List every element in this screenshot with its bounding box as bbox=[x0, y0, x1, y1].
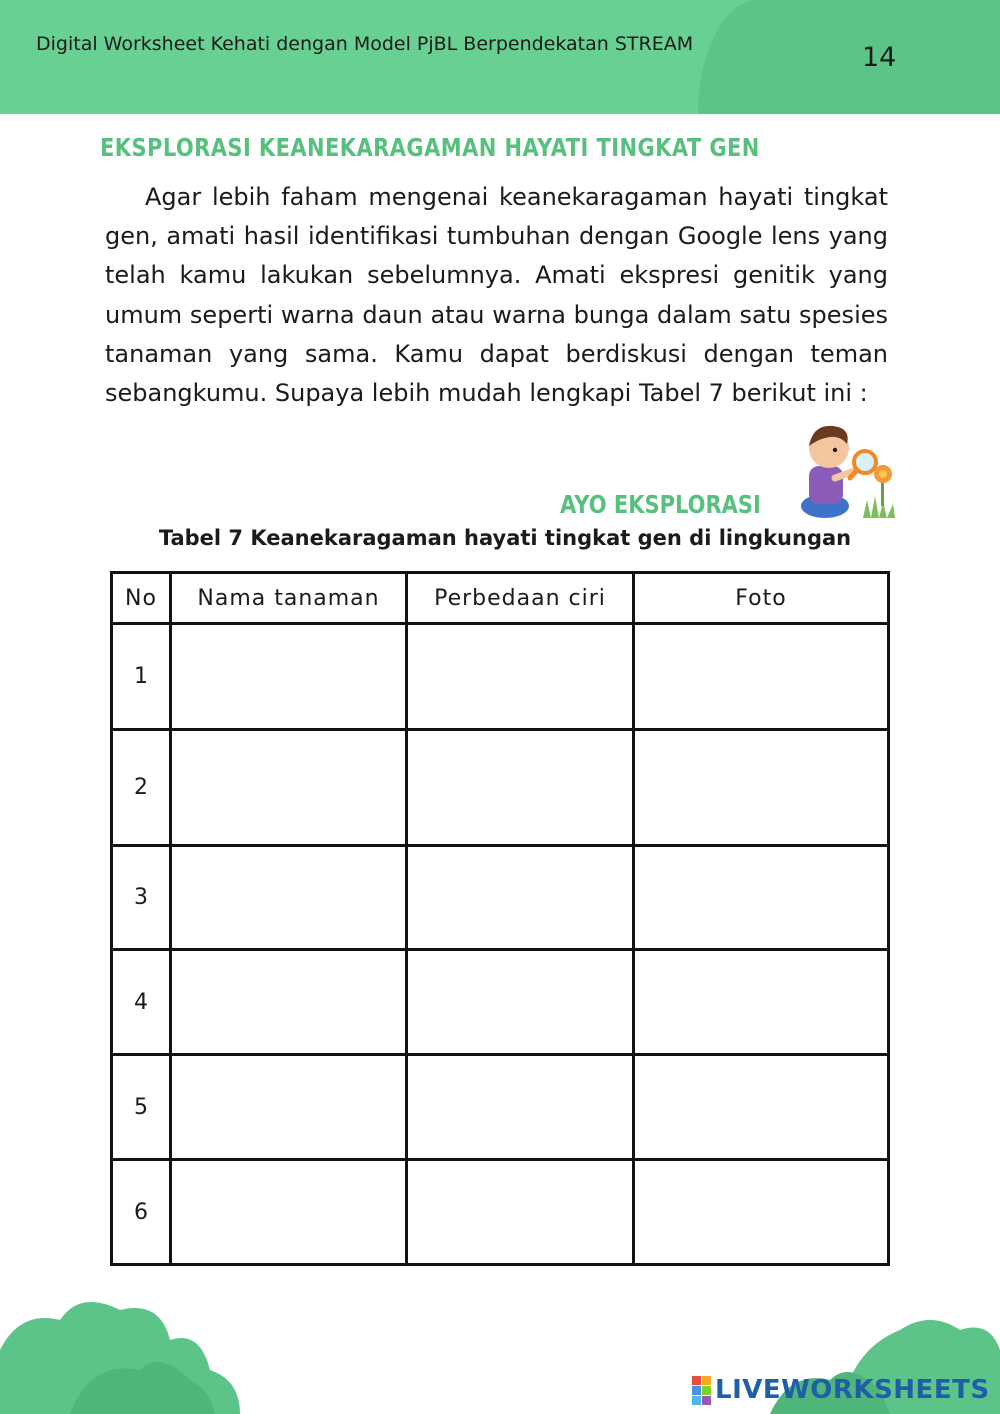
difference-cell[interactable] bbox=[407, 846, 634, 950]
table-row bbox=[112, 1055, 889, 1160]
photo-cell[interactable] bbox=[634, 846, 889, 950]
brand-logo bbox=[692, 1372, 990, 1408]
column-header-foto: Foto bbox=[634, 573, 889, 624]
row-number: 1 bbox=[112, 624, 171, 730]
difference-cell[interactable] bbox=[407, 624, 634, 730]
table-header-row bbox=[112, 573, 889, 624]
worksheet-title: Digital Worksheet Kehati dengan Model PjBL Berpendekatan STREAM bbox=[36, 33, 694, 55]
header-accent-shape bbox=[698, 0, 1000, 114]
row-number: 2 bbox=[112, 730, 171, 846]
difference-cell[interactable] bbox=[407, 730, 634, 846]
column-header-nama-tanaman: Nama tanaman bbox=[171, 573, 407, 624]
plant-name-cell[interactable] bbox=[171, 846, 407, 950]
plant-name-cell[interactable] bbox=[171, 1055, 407, 1160]
brand-logo-icon bbox=[692, 1376, 711, 1405]
table-row bbox=[112, 624, 889, 730]
difference-cell[interactable] bbox=[407, 950, 634, 1055]
row-number: 5 bbox=[112, 1055, 171, 1160]
column-header-perbedaan-ciri: Perbedaan ciri bbox=[407, 573, 634, 624]
explore-label: AYO EKSPLORASI bbox=[560, 490, 761, 519]
plant-name-cell[interactable] bbox=[171, 730, 407, 846]
intro-paragraph: Agar lebih faham mengenai keanekaragaman hayati tingkat gen, amati hasil identifikasi tumbuhan dengan Google lens yang telah kamu lakukan sebelumnya. Amati ekspresi genitik yang umum seperti warna daun atau warna bunga dalam satu spesies tanaman yang sama. Kamu dapat berdiskusi dengan teman sebangkumu. Supaya lebih mudah lengkapi Tabel 7 berikut ini : bbox=[105, 183, 888, 408]
page-header bbox=[0, 0, 1000, 114]
section-title: EKSPLORASI KEANEKARAGAMAN HAYATI TINGKAT GEN bbox=[100, 133, 760, 162]
plant-name-cell[interactable] bbox=[171, 1160, 407, 1265]
table-row bbox=[112, 950, 889, 1055]
photo-cell[interactable] bbox=[634, 1160, 889, 1265]
column-header-no: No bbox=[112, 573, 171, 624]
plant-name-cell[interactable] bbox=[171, 624, 407, 730]
photo-cell[interactable] bbox=[634, 624, 889, 730]
photo-cell[interactable] bbox=[634, 950, 889, 1055]
difference-cell[interactable] bbox=[407, 1160, 634, 1265]
table-caption: Tabel 7 Keanekaragaman hayati tingkat gen di lingkungan bbox=[158, 526, 852, 550]
row-number: 4 bbox=[112, 950, 171, 1055]
page-number: 14 bbox=[862, 42, 897, 73]
table-row bbox=[112, 730, 889, 846]
kid-magnifier-illustration bbox=[795, 418, 905, 522]
data-table bbox=[110, 571, 890, 1266]
photo-cell[interactable] bbox=[634, 1055, 889, 1160]
row-number: 3 bbox=[112, 846, 171, 950]
photo-cell[interactable] bbox=[634, 730, 889, 846]
row-number: 6 bbox=[112, 1160, 171, 1265]
table-row bbox=[112, 1160, 889, 1265]
plant-name-cell[interactable] bbox=[171, 950, 407, 1055]
table-row bbox=[112, 846, 889, 950]
difference-cell[interactable] bbox=[407, 1055, 634, 1160]
brand-name: LIVEWORKSHEETS bbox=[715, 1375, 990, 1405]
